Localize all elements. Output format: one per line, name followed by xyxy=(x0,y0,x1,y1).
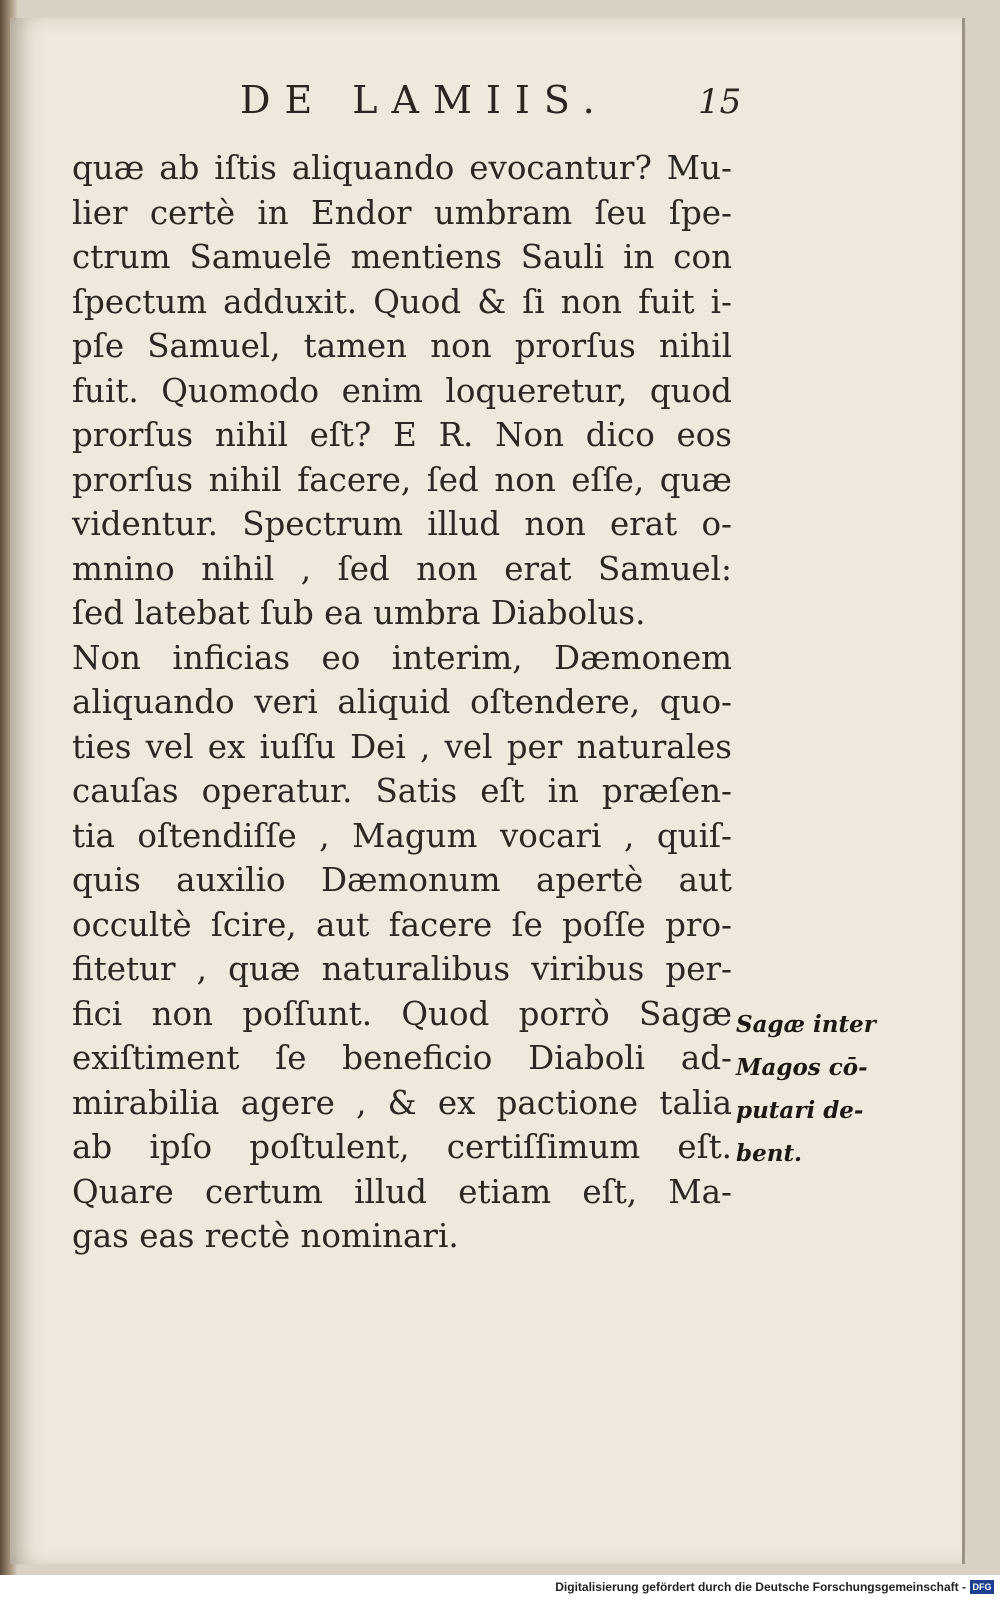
text-line: ctrum Samuelē mentiens Sauli in con xyxy=(72,238,732,276)
text-line: ſed latebat ſub ea umbra Diabolus. xyxy=(72,594,646,632)
text-line: ties vel ex iuſſu Dei , vel per naturales xyxy=(72,727,732,766)
text-line: quæ ab iſtis aliquando evocantur? Mu- xyxy=(72,149,732,187)
marginal-note xyxy=(736,1003,886,1175)
text-line: mirabilia agere , & ex pactione talia xyxy=(72,1083,732,1122)
page-header xyxy=(10,78,962,138)
text-line: prorſus nihil facere, ſed non eſſe, quæ xyxy=(72,460,732,499)
text-line: videntur. Spectrum illud non erat o- xyxy=(72,505,732,543)
text-line: pſe Samuel, tamen non prorſus nihil xyxy=(72,327,732,365)
body-text xyxy=(72,146,732,1259)
text-line: occultè ſcire, aut facere ſe poſſe pro- xyxy=(72,905,732,944)
dfg-logo-icon: DFG xyxy=(970,1580,994,1594)
running-title: DE LAMIIS. xyxy=(240,78,609,122)
text-line: Non inficias eo interim, Dæmonem xyxy=(72,638,732,677)
marginal-note-line: bent. xyxy=(736,1140,803,1167)
funding-credit: Digitalisierung gefördert durch die Deutsche Forschungsgemeinschaft - xyxy=(555,1580,966,1594)
text-line: exiſtiment ſe beneficio Diaboli ad- xyxy=(72,1039,732,1077)
text-line: Quare certum illud etiam eſt, Ma- xyxy=(72,1172,732,1211)
text-line: fuit. Quomodo enim loqueretur, quod xyxy=(72,371,732,410)
text-line: mnino nihil , ſed non erat Samuel: xyxy=(72,549,732,588)
text-line: ab ipſo poſtulent, certiſſimum eſt. xyxy=(72,1128,732,1166)
marginal-note-line: Magos cō- xyxy=(736,1054,868,1081)
text-line: lier certè in Endor umbram ſeu ſpe- xyxy=(72,193,732,232)
marginal-note-line: Sagæ inter xyxy=(736,1011,876,1038)
page-number: 15 xyxy=(698,82,742,122)
text-line: prorſus nihil eſt? E R. Non dico eos xyxy=(72,416,732,454)
text-line: quis auxilio Dæmonum apertè aut xyxy=(72,861,732,899)
text-line: fici non poſſunt. Quod porrò Sagæ xyxy=(72,994,732,1033)
text-line: fitetur , quæ naturalibus viribus per- xyxy=(72,950,732,988)
text-line: gas eas rectè nominari. xyxy=(72,1217,459,1255)
text-line: tia oſtendiſſe , Magum vocari , quiſ- xyxy=(72,816,732,855)
text-line: aliquando veri aliquid oſtendere, quo- xyxy=(72,683,732,721)
digitization-footer xyxy=(0,1575,1000,1601)
book-page xyxy=(10,18,965,1564)
text-line: cauſas operatur. Satis eſt in præſen- xyxy=(72,772,732,810)
text-line: ſpectum adduxit. Quod & ſi non fuit i- xyxy=(72,282,732,321)
marginal-note-line: putari de- xyxy=(736,1097,864,1124)
